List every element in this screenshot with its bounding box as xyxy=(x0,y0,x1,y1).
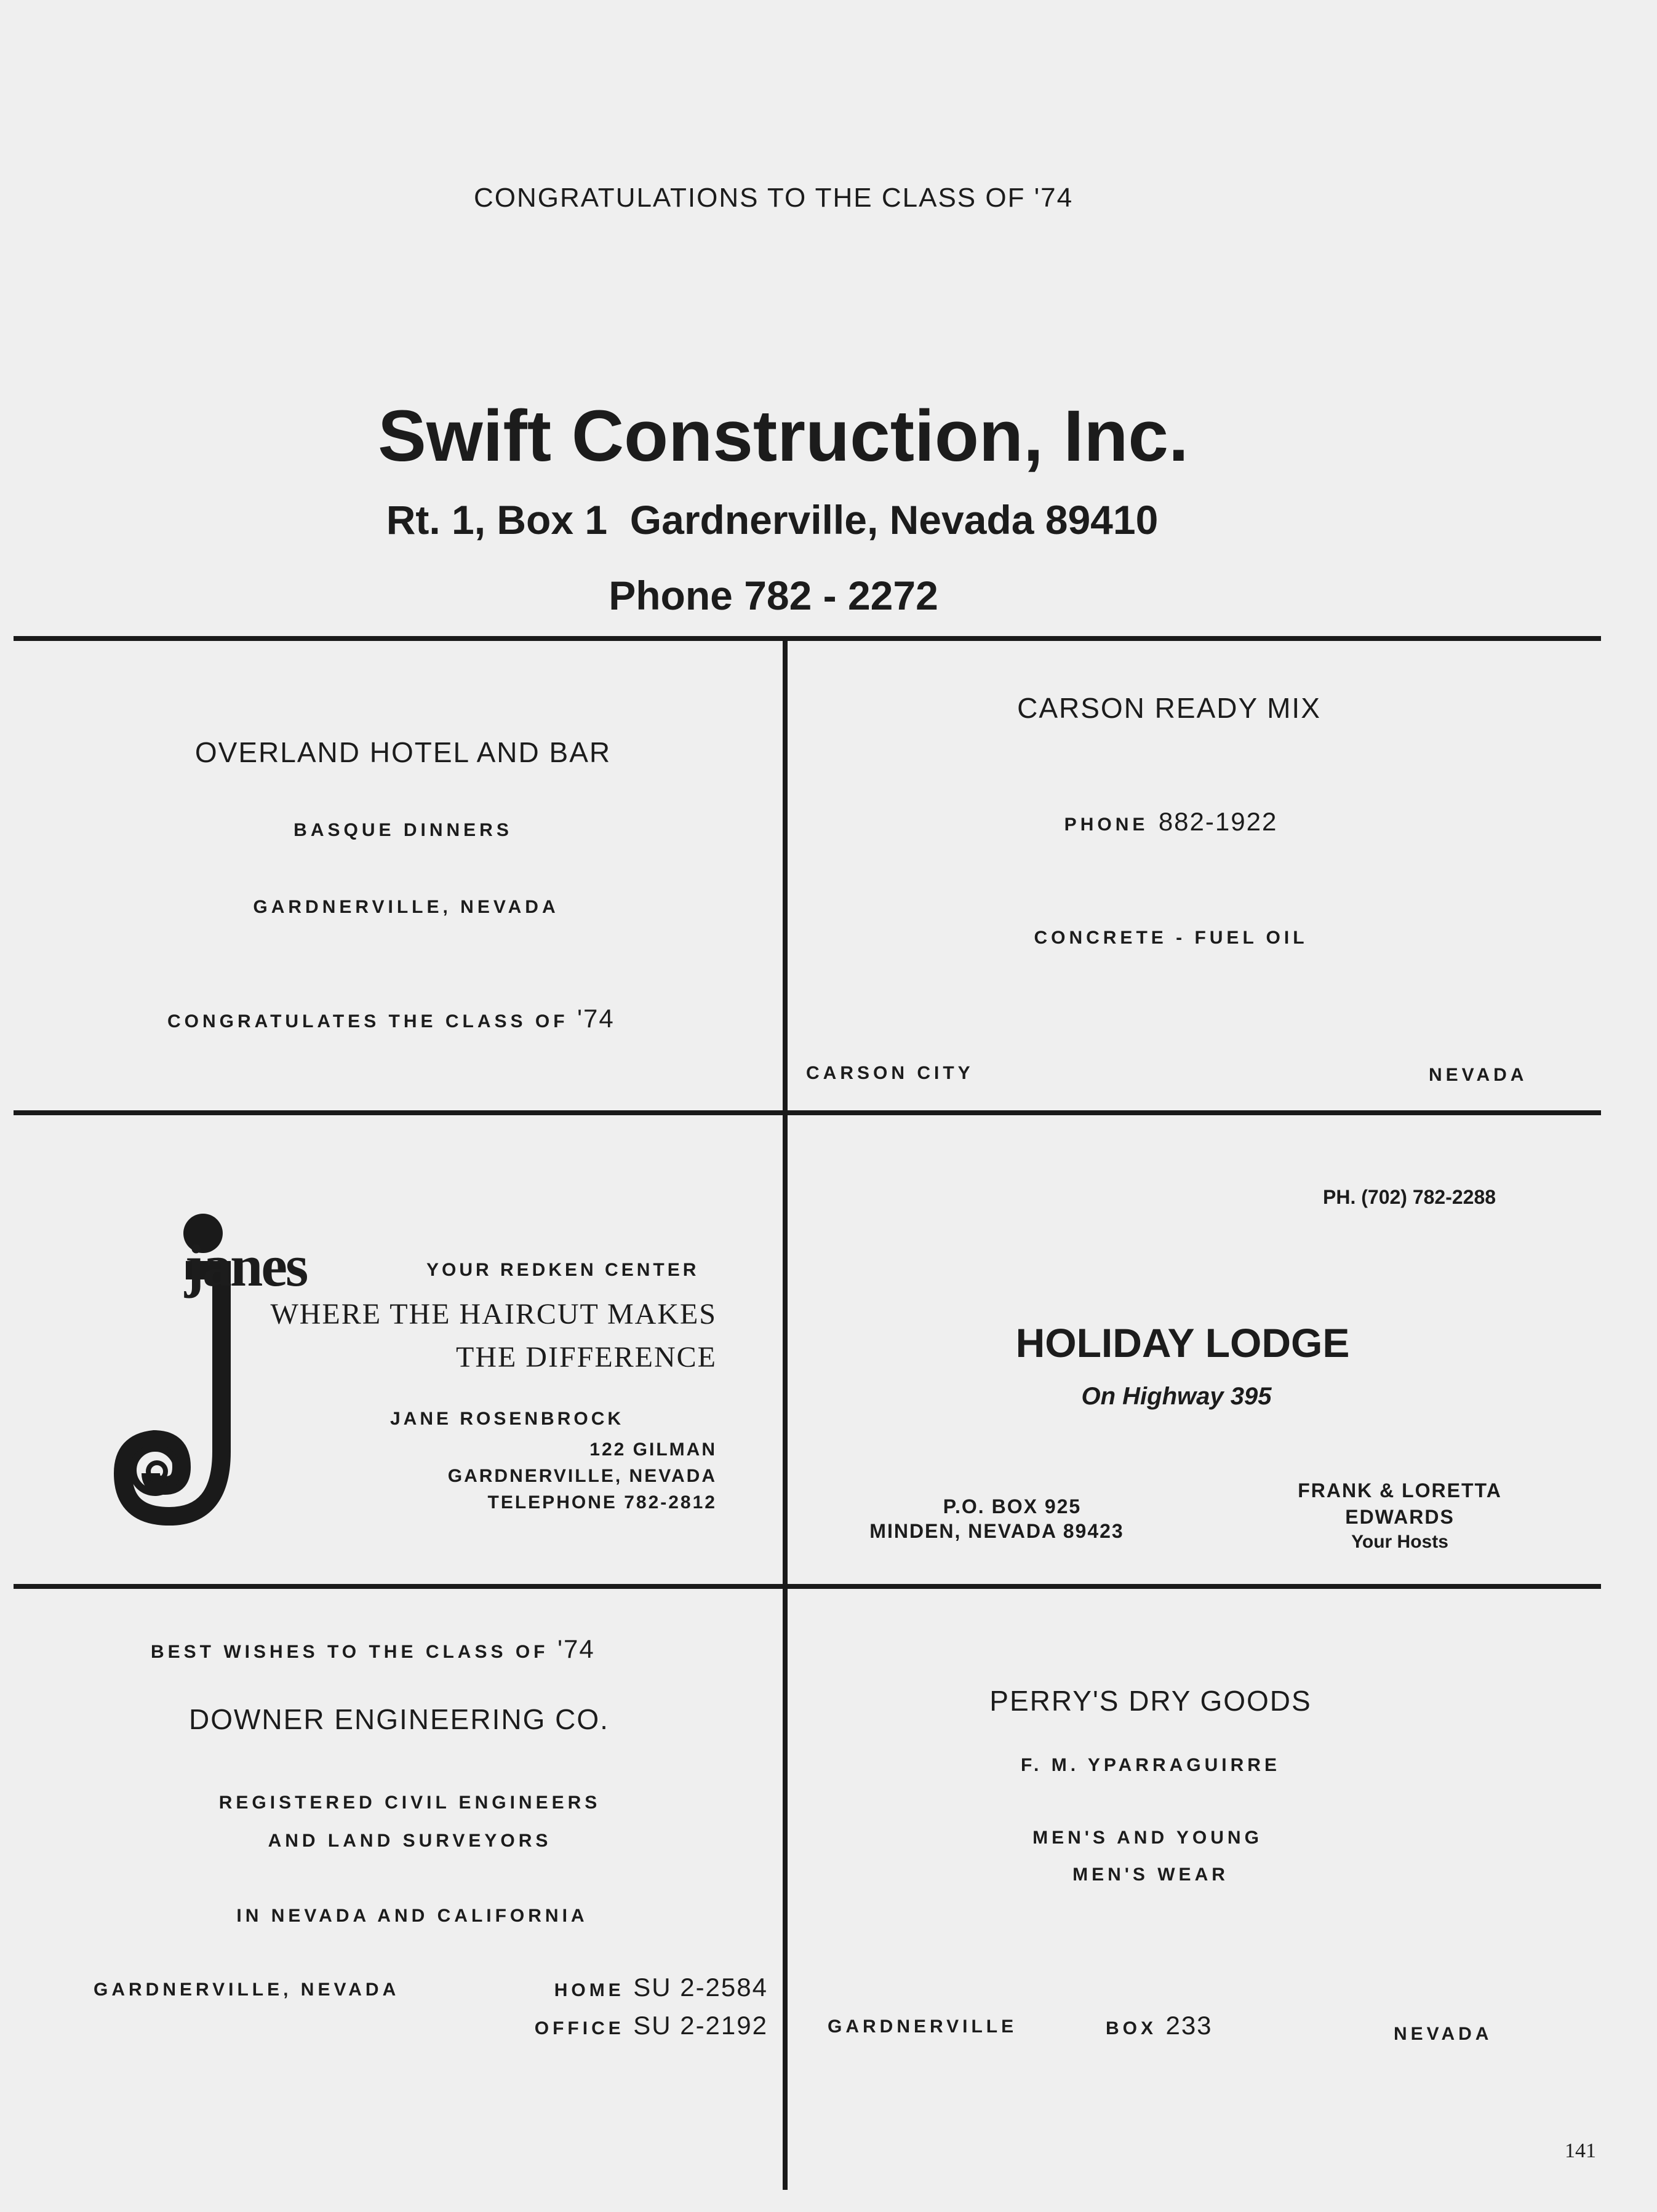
ad-street: 122 GILMAN xyxy=(589,1439,717,1460)
ad-home: SU 2-2584 xyxy=(633,1973,768,2002)
ad-phone-label: PHONE xyxy=(1064,814,1149,835)
ad-slogan-1: WHERE THE HAIRCUT MAKES xyxy=(270,1298,717,1331)
ad-owner: F. M. YPARRAGUIRRE xyxy=(1021,1755,1280,1775)
ad-line-3: IN NEVADA AND CALIFORNIA xyxy=(236,1906,588,1926)
ad-congrats-text: CONGRATULATES THE CLASS OF xyxy=(167,1011,569,1032)
ad-line-2: MEN'S WEAR xyxy=(1072,1864,1229,1885)
ad-office-label: OFFICE xyxy=(534,2018,625,2039)
ad-city: GARDNERVILLE xyxy=(828,2016,1018,2037)
ad-city: GARDNERVILLE, NEVADA xyxy=(94,1979,400,2000)
ad-congrats-line xyxy=(167,1006,615,1032)
ad-wishes-text: BEST WISHES TO THE CLASS OF xyxy=(151,1642,549,1662)
ad-state: NEVADA xyxy=(1429,1065,1528,1085)
ad-box-line xyxy=(1106,2013,1213,2039)
ad-name: PERRY'S DRY GOODS xyxy=(989,1685,1312,1717)
ad-line: BASQUE DINNERS xyxy=(293,820,513,840)
ad-city: MINDEN, NEVADA 89423 xyxy=(869,1520,1124,1542)
ad-congrats-year: '74 xyxy=(577,1004,615,1033)
ad-line-2: AND LAND SURVEYORS xyxy=(268,1831,552,1851)
ad-hosts-3: Your Hosts xyxy=(1351,1532,1448,1552)
janes-logo-text: janes xyxy=(185,1233,307,1299)
ad-wishes-year: '74 xyxy=(557,1634,595,1663)
ad-subtitle: On Highway 395 xyxy=(1081,1383,1272,1410)
ad-city: GARDNERVILLE, NEVADA xyxy=(253,897,559,917)
ad-state: NEVADA xyxy=(1394,2024,1493,2044)
ad-home-line xyxy=(554,1975,768,2000)
ad-phone-line xyxy=(1064,809,1278,835)
ad-box-label: BOX xyxy=(1106,2018,1157,2039)
ad-box: P.O. BOX 925 xyxy=(943,1495,1082,1518)
ad-name: OVERLAND HOTEL AND BAR xyxy=(194,736,612,768)
ad-office: SU 2-2192 xyxy=(633,2011,768,2040)
ad-slogan-2: THE DIFFERENCE xyxy=(456,1341,717,1374)
ad-name: HOLIDAY LODGE xyxy=(1015,1320,1350,1366)
ad-city: GARDNERVILLE, NEVADA xyxy=(447,1466,717,1486)
ad-home-label: HOME xyxy=(554,1980,625,2000)
company-address: Rt. 1, Box 1 Gardnerville, Nevada 89410 xyxy=(386,497,1159,543)
company-name: Swift Construction, Inc. xyxy=(378,396,1189,477)
divider-top xyxy=(14,636,1601,641)
ad-products: CONCRETE - FUEL OIL xyxy=(1034,928,1308,948)
ad-owner: JANE ROSENBROCK xyxy=(390,1409,625,1429)
ad-line-1: MEN'S AND YOUNG xyxy=(1032,1828,1263,1848)
ad-telephone: TELEPHONE 782-2812 xyxy=(487,1492,717,1513)
ad-hosts-2: EDWARDS xyxy=(1345,1506,1455,1528)
ad-city: CARSON CITY xyxy=(806,1063,974,1083)
ad-name: DOWNER ENGINEERING CO. xyxy=(189,1703,609,1735)
ad-hosts-1: FRANK & LORETTA xyxy=(1298,1479,1502,1502)
ad-phone: 882-1922 xyxy=(1158,807,1278,836)
ad-name: CARSON READY MIX xyxy=(1017,692,1321,724)
divider-middle xyxy=(14,1110,1601,1115)
ad-phone: PH. (702) 782-2288 xyxy=(1323,1186,1496,1208)
divider-vertical xyxy=(783,637,788,2190)
congrats-heading: CONGRATULATIONS TO THE CLASS OF '74 xyxy=(473,183,1074,213)
ad-box: 233 xyxy=(1165,2011,1213,2040)
divider-bottom xyxy=(14,1584,1601,1589)
ad-office-line xyxy=(535,2013,768,2039)
ad-line-1: REGISTERED CIVIL ENGINEERS xyxy=(218,1792,601,1813)
ad-wishes-line xyxy=(151,1636,595,1662)
company-phone: Phone 782 - 2272 xyxy=(609,573,938,618)
ad-tagline: YOUR REDKEN CENTER xyxy=(426,1260,700,1280)
page-number: 141 xyxy=(1565,2139,1596,2162)
